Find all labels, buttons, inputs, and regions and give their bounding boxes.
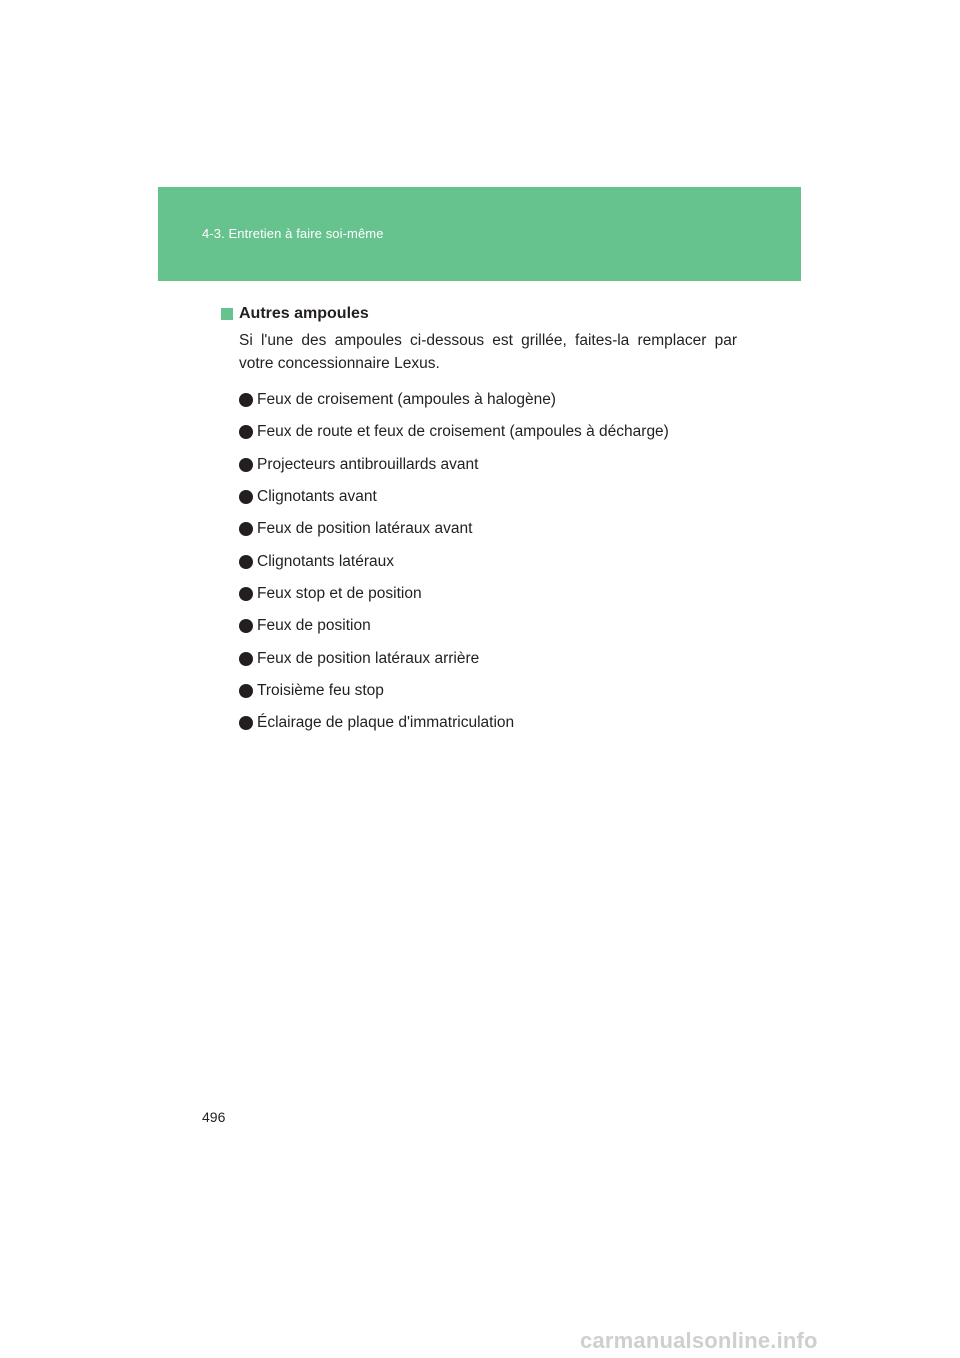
bullet-icon	[239, 652, 253, 666]
bullet-icon	[239, 555, 253, 569]
bullet-list	[239, 384, 669, 739]
bullet-icon	[239, 393, 253, 407]
list-item	[239, 513, 669, 545]
page-number: 496	[202, 1109, 226, 1125]
bullet-icon	[239, 458, 253, 472]
list-item-text: Feux de position	[257, 617, 371, 635]
list-item-text: Feux de position latéraux arrière	[257, 649, 480, 667]
bullet-icon	[239, 619, 253, 633]
subheading	[221, 305, 369, 323]
bullet-icon	[239, 716, 253, 730]
list-item-text: Feux de position latéraux avant	[257, 520, 473, 538]
list-item	[239, 449, 669, 481]
list-item-text: Projecteurs antibrouillards avant	[257, 455, 479, 473]
bullet-icon	[239, 587, 253, 601]
list-item	[239, 707, 669, 739]
bullet-icon	[239, 684, 253, 698]
list-item	[239, 578, 669, 610]
bullet-icon	[239, 425, 253, 439]
subheading-text: Autres ampoules	[239, 305, 369, 322]
list-item-text: Feux de croisement (ampoules à halogène)	[257, 391, 556, 409]
list-item	[239, 610, 669, 642]
watermark: carmanualsonline.info	[580, 1328, 818, 1353]
list-item	[239, 545, 669, 577]
list-item	[239, 384, 669, 416]
intro-paragraph: Si l'une des ampoules ci-dessous est grillée, faites-la remplacer par votre concessionnaire Lexus.	[239, 332, 737, 372]
list-item	[239, 675, 669, 707]
list-item	[239, 416, 669, 448]
list-item-text: Feux de route et feux de croisement (ampoules à décharge)	[257, 423, 669, 441]
list-item	[239, 642, 669, 674]
square-icon	[221, 308, 233, 320]
bullet-icon	[239, 490, 253, 504]
list-item	[239, 481, 669, 513]
bullet-icon	[239, 522, 253, 536]
section-title: 4-3. Entretien à faire soi-même	[202, 226, 384, 241]
list-item-text: Éclairage de plaque d'immatriculation	[257, 714, 515, 732]
list-item-text: Troisième feu stop	[257, 681, 384, 699]
list-item-text: Feux stop et de position	[257, 584, 422, 602]
list-item-text: Clignotants avant	[257, 488, 377, 506]
list-item-text: Clignotants latéraux	[257, 552, 394, 570]
